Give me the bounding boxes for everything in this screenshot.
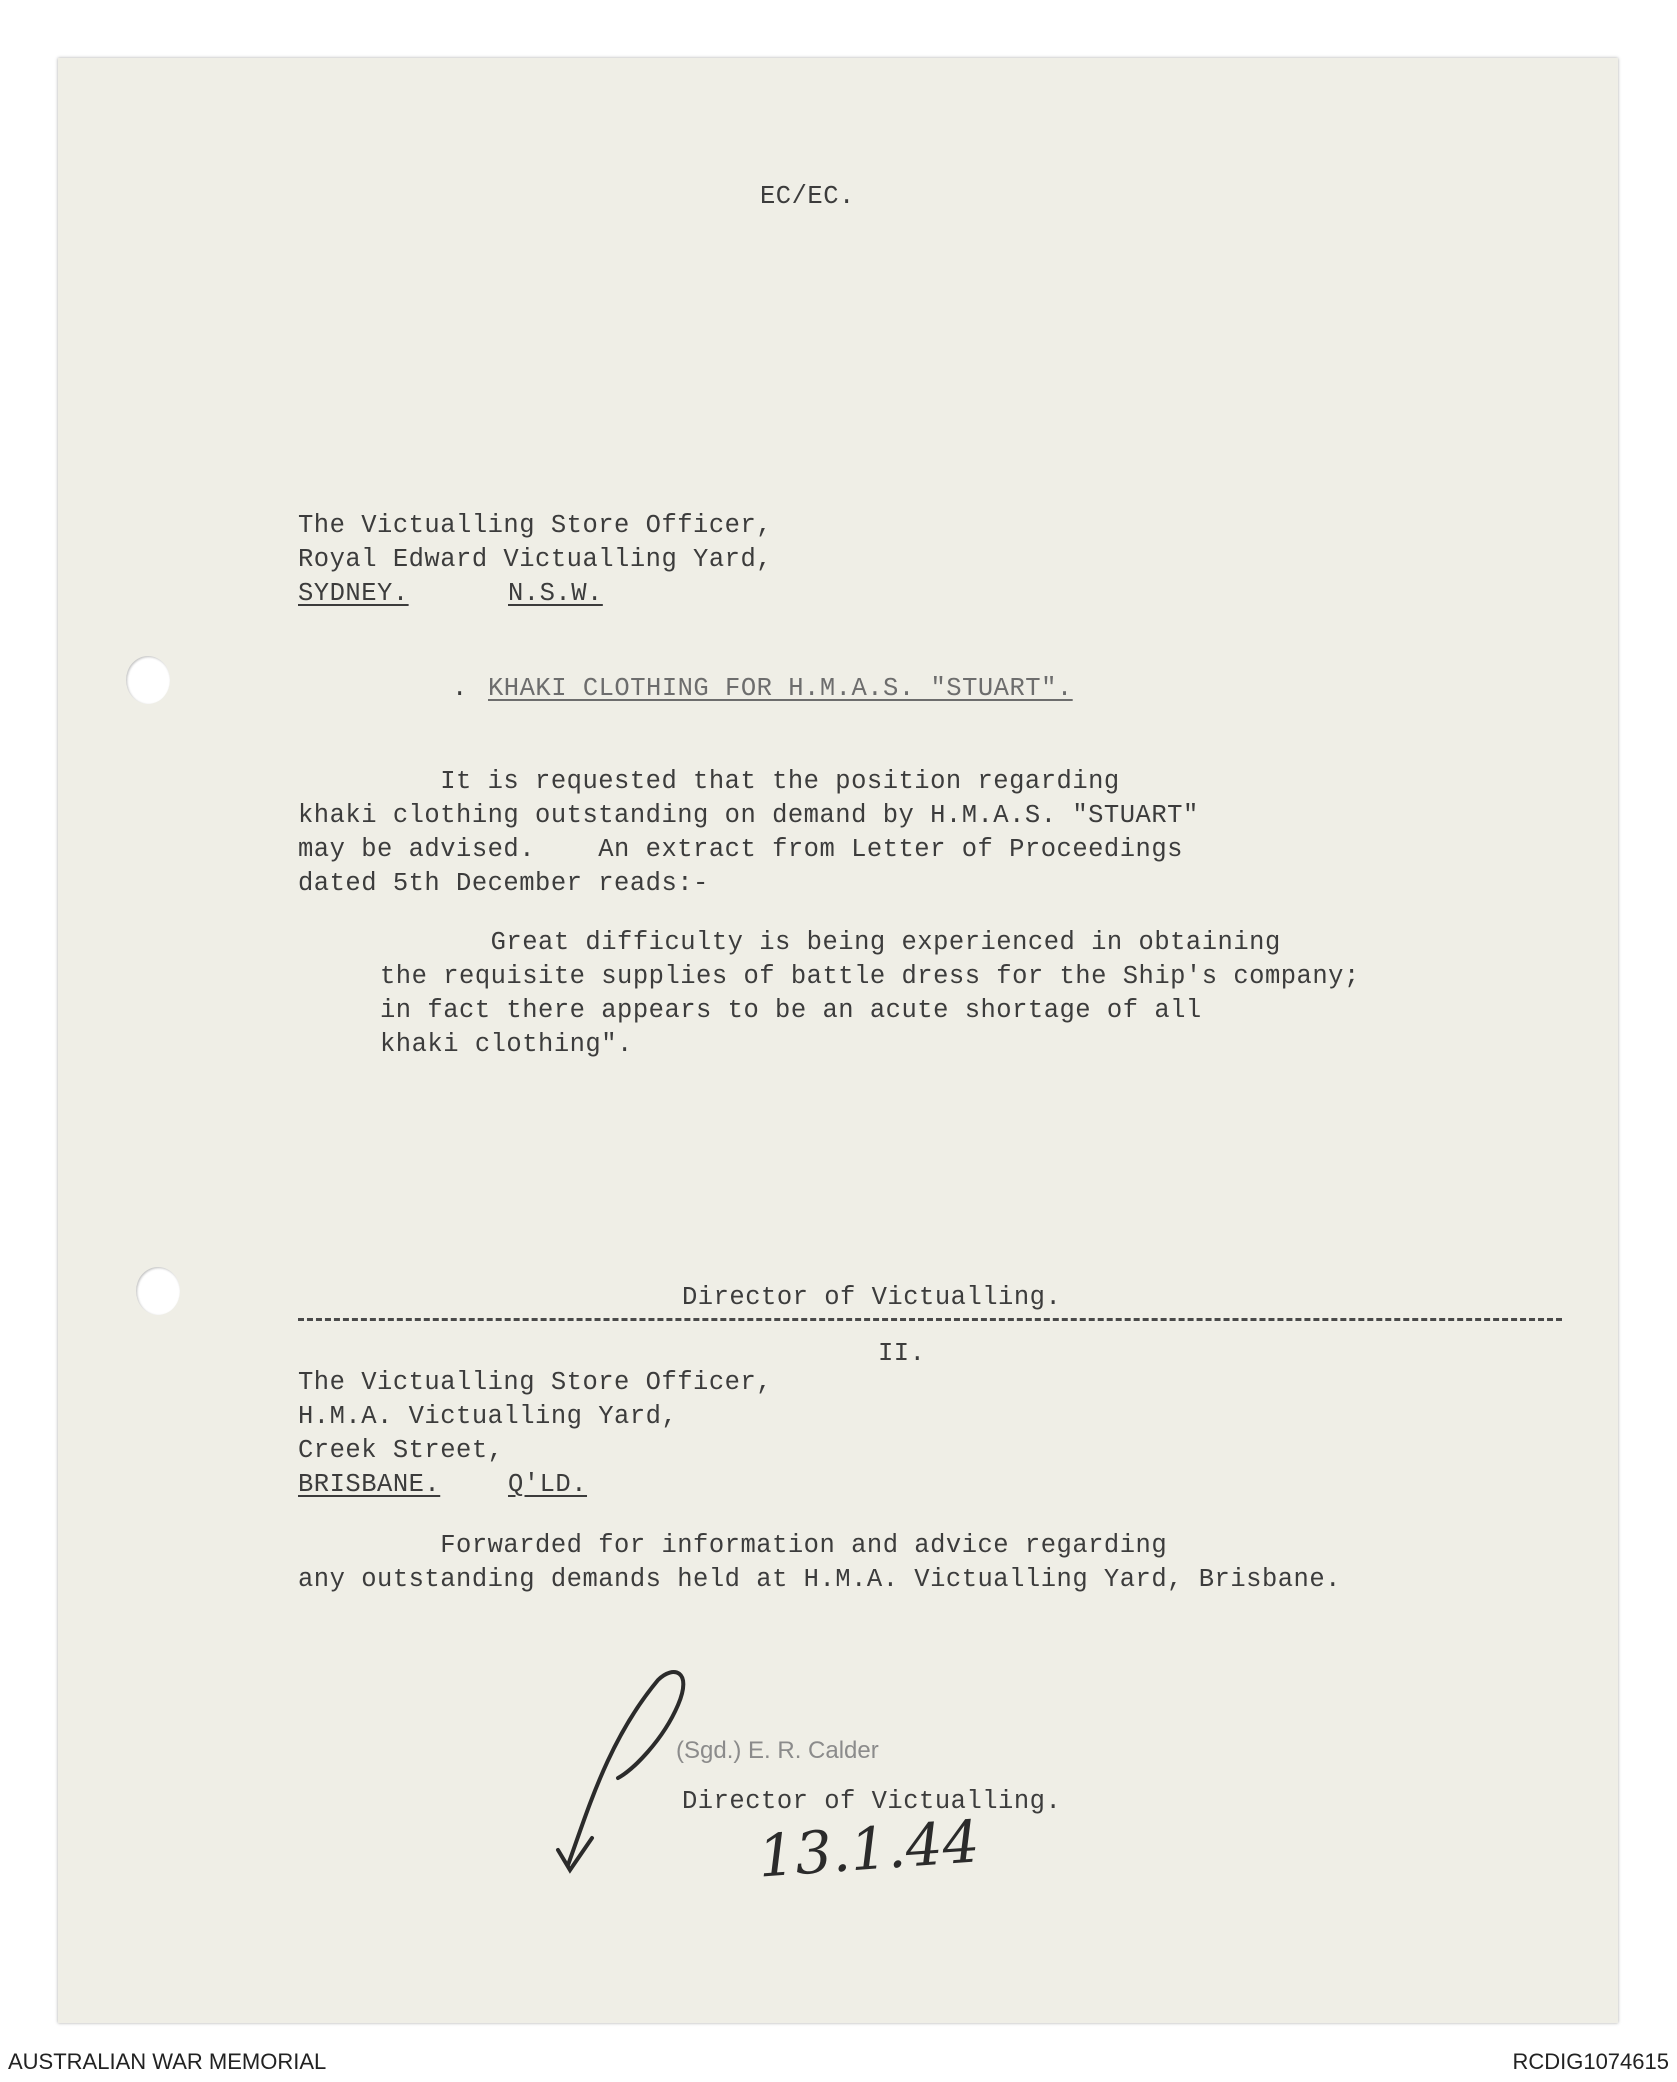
body-line-3: may be advised. An extract from Letter of Proceedings [298,835,1183,864]
reference-code: EC/EC. [760,182,855,211]
addressee-2-state: Q'LD. [508,1470,588,1499]
quote-line-4: khaki clothing". [380,1030,633,1059]
signoff-2: Director of Victualling. [682,1787,1062,1816]
subject-line: KHAKI CLOTHING FOR H.M.A.S. "STUART". [488,674,1073,703]
body-line-4: dated 5th December reads:- [298,869,709,898]
addressee-2-line-3: Creek Street, [298,1436,504,1465]
punch-hole-lower [136,1267,180,1315]
body-line-1: It is requested that the position regarding [298,767,1120,796]
separator-dashed-line [298,1318,1562,1321]
footer-record-id: RCDIG1074615 [1512,2049,1669,2074]
forward-line-2: any outstanding demands held at H.M.A. Victualling Yard, Brisbane. [298,1565,1341,1594]
addressee-2-city: BRISBANE. [298,1470,441,1499]
addressee-2-line-1: The Victualling Store Officer, [298,1368,773,1397]
addressee-1-line-1: The Victualling Store Officer, [298,511,773,540]
footer-archive-name: AUSTRALIAN WAR MEMORIAL [8,2049,327,2074]
subject-prefix: . [452,674,468,703]
quote-line-3: in fact there appears to be an acute shortage of all [380,996,1202,1025]
document-page [58,58,1618,2023]
addressee-1-line-2: Royal Edward Victualling Yard, [298,545,773,574]
quote-line-2: the requisite supplies of battle dress for the Ship's company; [380,962,1360,991]
addressee-2-line-2: H.M.A. Victualling Yard, [298,1402,678,1431]
signoff-1: Director of Victualling. [682,1283,1062,1312]
handwritten-date: 13.1.44 [755,1807,982,1891]
signature-stamp: (Sgd.) E. R. Calder [676,1737,879,1764]
addressee-1-state: N.S.W. [508,579,603,608]
body-line-2: khaki clothing outstanding on demand by H.M.A.S. "STUART" [298,801,1199,830]
section-number: II. [878,1339,926,1368]
forward-line-1: Forwarded for information and advice regarding [298,1531,1168,1560]
punch-hole-upper [126,656,170,704]
quote-line-1: Great difficulty is being experienced in obtaining [380,928,1281,957]
addressee-1-city: SYDNEY. [298,579,409,608]
